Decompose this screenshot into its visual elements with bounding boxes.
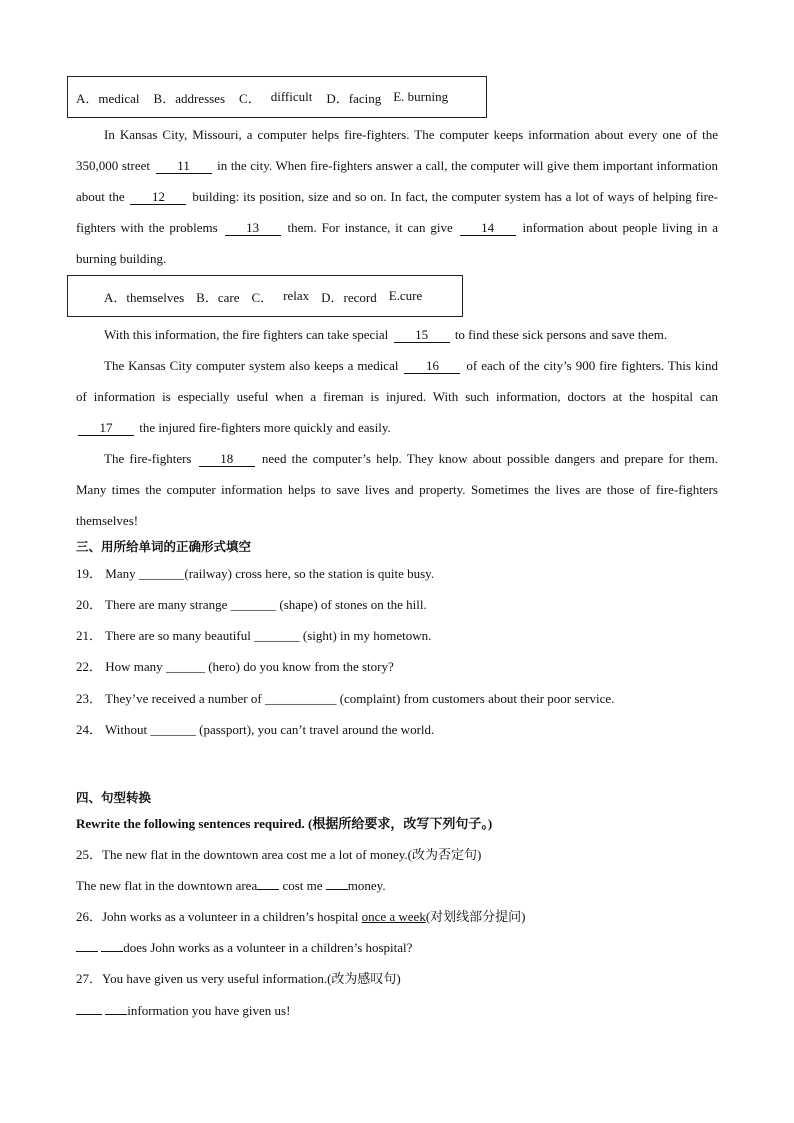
- question-27: 27．You have given us very useful information.(改为感叹句): [76, 971, 401, 986]
- question-text: There are many strange: [105, 597, 228, 612]
- question-text: (passport), you can’t travel around the world.: [199, 722, 435, 737]
- question-24: [76, 721, 434, 739]
- option-c-label: C．: [251, 289, 274, 305]
- option-d: D．record: [321, 289, 377, 305]
- answer-blank[interactable]: _______: [150, 722, 196, 737]
- answer-blank[interactable]: _______: [138, 566, 185, 581]
- question-instruction: (对划线部分提问): [425, 909, 526, 924]
- section-4-heading: 四、句型转换: [76, 790, 152, 805]
- answer-25: [76, 877, 386, 895]
- question-number: 20．: [76, 597, 103, 612]
- answer-blank[interactable]: _______: [230, 597, 277, 612]
- passage-text: the injured fire-fighters more quickly and easily.: [139, 420, 391, 435]
- question-text: There are so many beautiful: [105, 628, 251, 643]
- blank-18[interactable]: 18: [199, 452, 255, 467]
- answer-blank[interactable]: [76, 1014, 102, 1015]
- question-text: How many: [105, 659, 163, 674]
- answer-blank[interactable]: [101, 951, 123, 952]
- answer-blank[interactable]: [105, 1014, 127, 1015]
- passage-paragraph-1: [76, 119, 718, 274]
- question-19: [76, 565, 434, 583]
- answer-blank[interactable]: [76, 951, 98, 952]
- passage-text: building: its position, size and so on. In fact, the computer system has a lot of ways of helping fire-fighters with the problems: [76, 189, 719, 235]
- question-number: 23．: [76, 691, 103, 706]
- question-text: 26．John works as a volunteer in a children’s hospital: [76, 909, 359, 924]
- option-b: B．addresses: [153, 90, 226, 106]
- option-c-label: C．: [239, 90, 261, 106]
- question-26: [76, 908, 526, 926]
- blank-12[interactable]: 12: [130, 190, 186, 205]
- option-a: A．medical: [76, 90, 140, 106]
- passage-text: In Kansas City, Missouri, a computer helps fire-fighters. The computer keeps information about every one of the 350,000 street: [76, 127, 718, 173]
- question-25: 25．The new flat in the downtown area cost me a lot of money.(改为否定句): [76, 847, 482, 862]
- answer-text: money.: [347, 878, 386, 893]
- question-number: 19．: [76, 566, 103, 581]
- question-20: [76, 596, 427, 614]
- passage-paragraph-2: [76, 319, 718, 350]
- passage-text: The fire-fighters: [104, 451, 192, 466]
- question-22: [76, 658, 394, 676]
- answer-text: The new flat in the downtown area: [76, 878, 258, 893]
- passage-text: to find these sick persons and save them.: [454, 327, 668, 342]
- question-text: (complaint) from customers about their poor service.: [339, 691, 615, 706]
- option-b: B．care: [196, 289, 240, 305]
- question-text: Many: [105, 566, 136, 581]
- answer-26: [76, 939, 412, 957]
- passage-text: With this information, the fire fighters can take special: [104, 327, 389, 342]
- answer-27: [76, 1002, 290, 1020]
- passage-text: in the city. When fire-fighters answer a call, the computer will give them important information about the: [76, 158, 719, 204]
- answer-text: does John works as a volunteer in a children’s hospital?: [123, 940, 413, 955]
- question-number: 21．: [76, 628, 103, 643]
- passage-paragraph-3: [76, 350, 718, 443]
- question-text: They’ve received a number of: [105, 691, 262, 706]
- question-number: 22．: [76, 659, 103, 674]
- answer-blank[interactable]: _______: [254, 628, 300, 643]
- question-number: 24．: [76, 722, 103, 737]
- option-e: E. burning: [393, 89, 449, 104]
- answer-blank[interactable]: ______: [165, 659, 205, 674]
- option-d: D．facing: [326, 90, 382, 106]
- option-c: difficult: [270, 89, 313, 104]
- question-23: [76, 690, 614, 708]
- section-3-heading: 三、用所给单词的正确形式填空: [76, 539, 252, 554]
- passage-text: The Kansas City computer system also keeps a medical: [104, 358, 399, 373]
- word-bank-box-1: [67, 76, 487, 118]
- option-e: E.cure: [388, 288, 423, 303]
- question-text: (sight) in my hometown.: [302, 628, 432, 643]
- word-bank-box-2: [67, 275, 463, 317]
- answer-text: information you have given us!: [127, 1003, 291, 1018]
- question-text: Without: [105, 722, 148, 737]
- passage-paragraph-4: [76, 443, 718, 536]
- blank-16[interactable]: 16: [404, 359, 460, 374]
- passage-text: need the computer’s help. They know about possible dangers and prepare for them. Many times the computer information helps to save lives and property. Sometimes the lives are those of fire-fighters themselves!: [76, 451, 719, 528]
- answer-blank[interactable]: [257, 889, 279, 890]
- passage-text: information about people living in a burning building.: [76, 220, 719, 266]
- answer-blank[interactable]: [326, 889, 348, 890]
- question-text: (shape) of stones on the hill.: [279, 597, 427, 612]
- blank-17[interactable]: 17: [78, 421, 134, 436]
- blank-14[interactable]: 14: [460, 221, 516, 236]
- option-c: relax: [283, 288, 310, 303]
- section-4-instruction: Rewrite the following sentences required. (根据所给要求，改写下列句子。): [76, 816, 493, 831]
- passage-text: them. For instance, it can give: [287, 220, 453, 235]
- blank-15[interactable]: 15: [394, 328, 450, 343]
- blank-13[interactable]: 13: [225, 221, 281, 236]
- underlined-phrase: once a week: [361, 909, 426, 924]
- answer-blank[interactable]: ___________: [264, 691, 337, 706]
- option-a: A．themselves: [104, 289, 185, 305]
- question-text: (railway) cross here, so the station is quite busy.: [184, 566, 435, 581]
- question-21: [76, 627, 431, 645]
- answer-text: cost me: [282, 878, 323, 893]
- question-text: (hero) do you know from the story?: [208, 659, 394, 674]
- passage-text: of each of the city’s 900 fire fighters. This kind of information is especially useful when a fireman is injured. With such information, doctors at the hospital can: [76, 358, 719, 404]
- blank-11[interactable]: 11: [156, 159, 212, 174]
